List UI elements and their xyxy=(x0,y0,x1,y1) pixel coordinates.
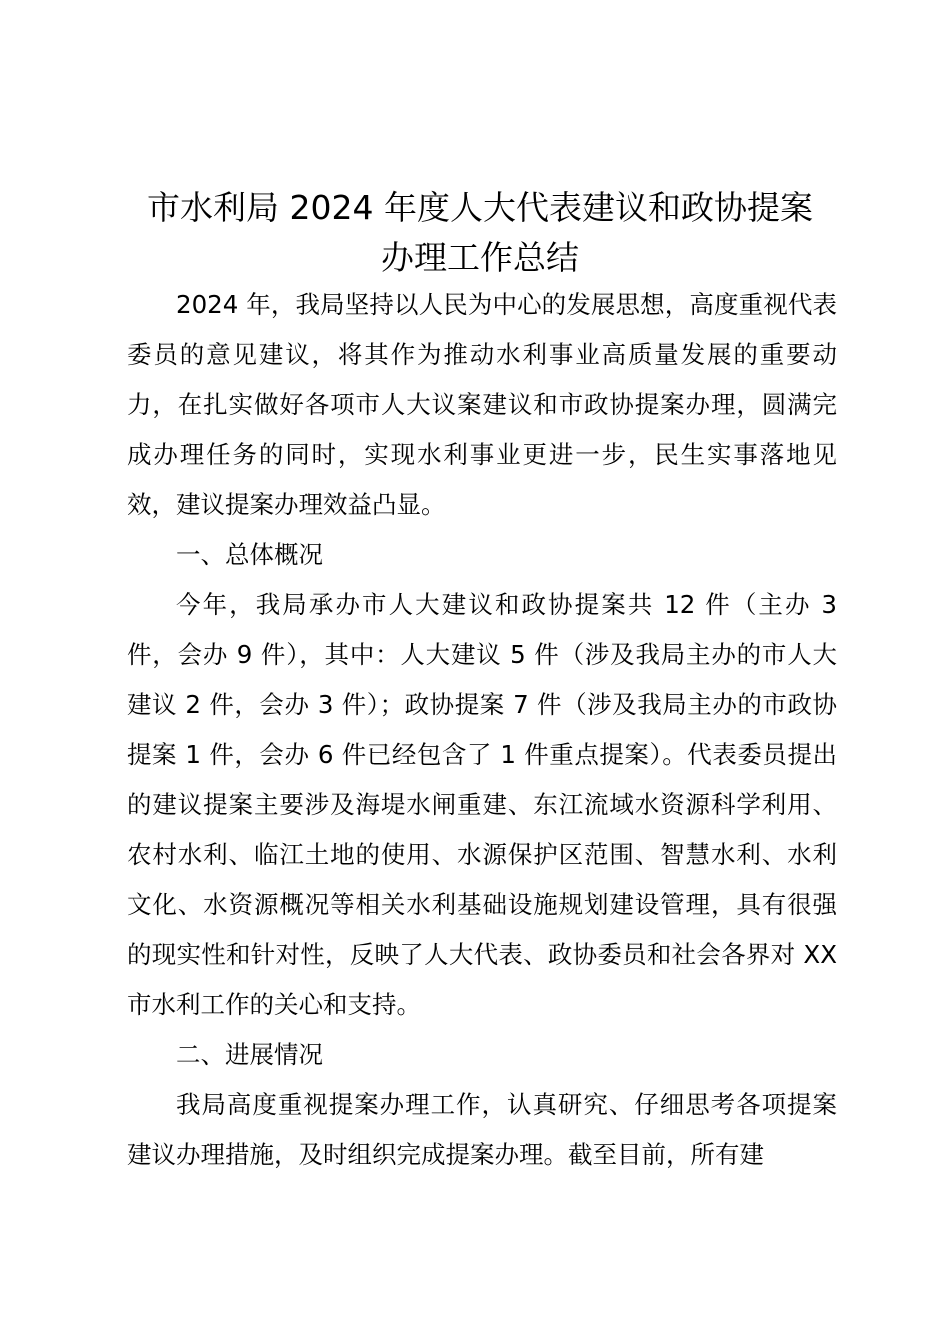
paragraph-intro: 2024 年，我局坚持以人民为中心的发展思想，高度重视代表委员的意见建议，将其作为推动水利事业高质量发展的重要动力，在扎实做好各项市人大议案建议和市政协提案办理，圆满完成办理任务的同时，实现水利事业更进一步，民生实事落地见效，建议提案办理效益凸显。 xyxy=(127,290,837,519)
document-body xyxy=(127,280,837,1180)
title-line-1: 市水利局 2024 年度人大代表建议和政协提案 xyxy=(147,188,813,227)
section-heading-progress: 二、进展情况 xyxy=(176,1040,323,1069)
paragraph-progress: 我局高度重视提案办理工作，认真研究、仔细思考各项提案建议办理措施，及时组织完成提案办理。截至目前，所有建 xyxy=(127,1090,837,1169)
section-heading-overview: 一、总体概况 xyxy=(176,540,323,569)
paragraph-overview: 今年，我局承办市人大建议和政协提案共 12 件（主办 3 件，会办 9 件），其中：人大建议 5 件（涉及我局主办的市人大建议 2 件，会办 3 件）；政协提案 7 件（涉及我局主办的市政协提案 1 件，会办 6 件已经包含了 1 件重点提案）。代表委员提出的建议提案主要涉及海堤水闸重建、东江流域水资源科学利用、农村水利、临江土地的使用、水源保护区范围、智慧水利、水利文化、水资源概况等相关水利基础设施规划建设管理，具有很强的现实性和针对性，反映了人大代表、政协委员和社会各界对 XX 市水利工作的关心和支持。 xyxy=(127,590,837,1019)
document-title xyxy=(110,183,850,283)
title-line-2: 办理工作总结 xyxy=(381,238,579,277)
